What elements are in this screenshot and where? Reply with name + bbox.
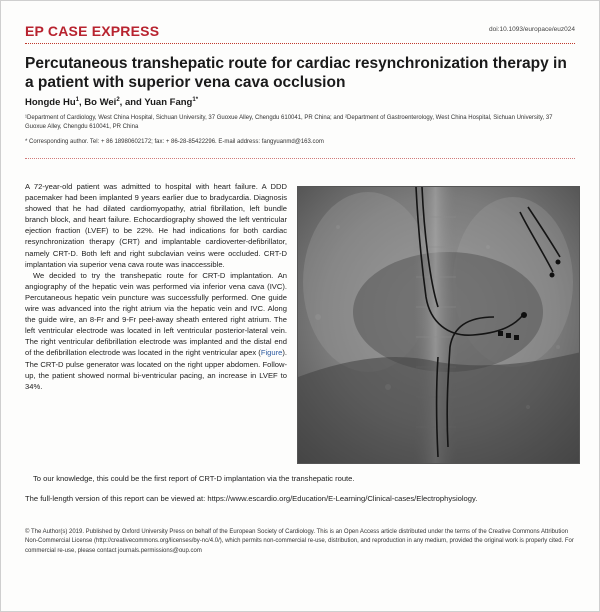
copyright-notice: © The Author(s) 2019. Published by Oxford University Press on behalf of the European Society of Cardiology. This is an Open Access article distributed under the terms of the Creative Commons Attribution Non-Commercial License (http://creativecommons.org/licenses/by-nc/4.0/), which permits non-commercial re-use, distribution, and reproduction in any medium, provided the original work is properly cited. For commercial re-use, please contact journals.permissions@oup.com [25,529,574,554]
author-name: Hongde Hu [25,97,76,109]
body-paragraph: A 72-year-old patient was admitted to hospital with heart failure. A DDD pacemaker had been implanted 9 years earlier due to bradycardia. Diagnosis showed that he had dilated cardiomyopathy, atrial fibrillation, left bundle branch block, and heart failure. Echocardiography showed the left ventricular ejection fraction (LVEF) to be 22%. He had indications for both cardiac resynchronization therapy (CRT) and implantable cardioverter-defibrillator, namely CRT-D. Both left and right subclavian veins were occluded. CRT-D implantation via superior vena cava route was inaccessible. [25,182,287,269]
header-divider [25,43,575,44]
fluoroscopy-figure [297,186,580,464]
author-affiliation-mark: 2 [116,97,120,103]
paragraph-text: We decided to try the transhepatic route for CRT-D implantation. An angiography of the hepatic vein was performed via inferior vena cava (IVC). Percutaneous hepatic vein puncture was successfully performed. One guide wire was advanced into the right atrium via the hepatic vein and IVC. Along the guide wire, an 8-Fr and 9-Fr peel-away sheath entered right atrium. The left ventricular electrode was located in left ventricular posterior-lateral vein. The right ventricular defibrillation electrode was implanted and the distal end of the defibrillation electrode was located in the right ventricular apex ( [25,270,287,358]
fluoroscopy-image [298,187,580,464]
doi-text[interactable]: doi:10.1093/europace/euz024 [488,26,575,33]
author-separator: , and [119,97,145,109]
closing-paragraph: To our knowledge, this could be the first report of CRT-D implantation via the transhepatic route. [33,474,355,483]
author-separator: , [79,97,85,109]
affiliations: ¹Department of Cardiology, West China Hospital, Sichuan University, 37 Guoxue Alley, Chengdu 610041, PR China; and ²Department of Gastroenterology, West China Hospital, Sichuan University, 37 Guoxue Alley, Chengdu 610041, PR China [25,115,553,130]
author-list [25,97,198,108]
article-title: Percutaneous transhepatic route for cardiac resynchronization therapy in a patient with superior vena cava occlusion [25,55,567,91]
front-matter-divider [25,158,575,159]
body-paragraph [25,270,287,392]
author-name: Bo Wei [84,97,117,109]
journal-header [25,23,575,45]
paragraph-text: ). The CRT-D pulse generator was located on the right upper abdomen. Follow-up, the patient showed normal bi-ventricular pacing, an increase in LVEF to 34%. [25,348,287,391]
author-name: Yuan Fang [144,97,193,109]
figure-link[interactable]: Figure [260,348,283,358]
full-length-note[interactable]: The full-length version of this report can be viewed at: https://www.escardio.org/Education/E-Learning/Clinical-cases/Electrophysiology. [25,494,478,503]
corresponding-author: * Corresponding author. Tel: + 86 18980602172; fax: + 86-28-85422296. E-mail address: fangyuanmd@163.com [25,139,324,145]
author-affiliation-mark: 1 [75,97,80,103]
article-body [25,181,287,392]
author-affiliation-mark: 1* [192,97,199,103]
journal-section-label: EP CASE EXPRESS [25,23,160,39]
